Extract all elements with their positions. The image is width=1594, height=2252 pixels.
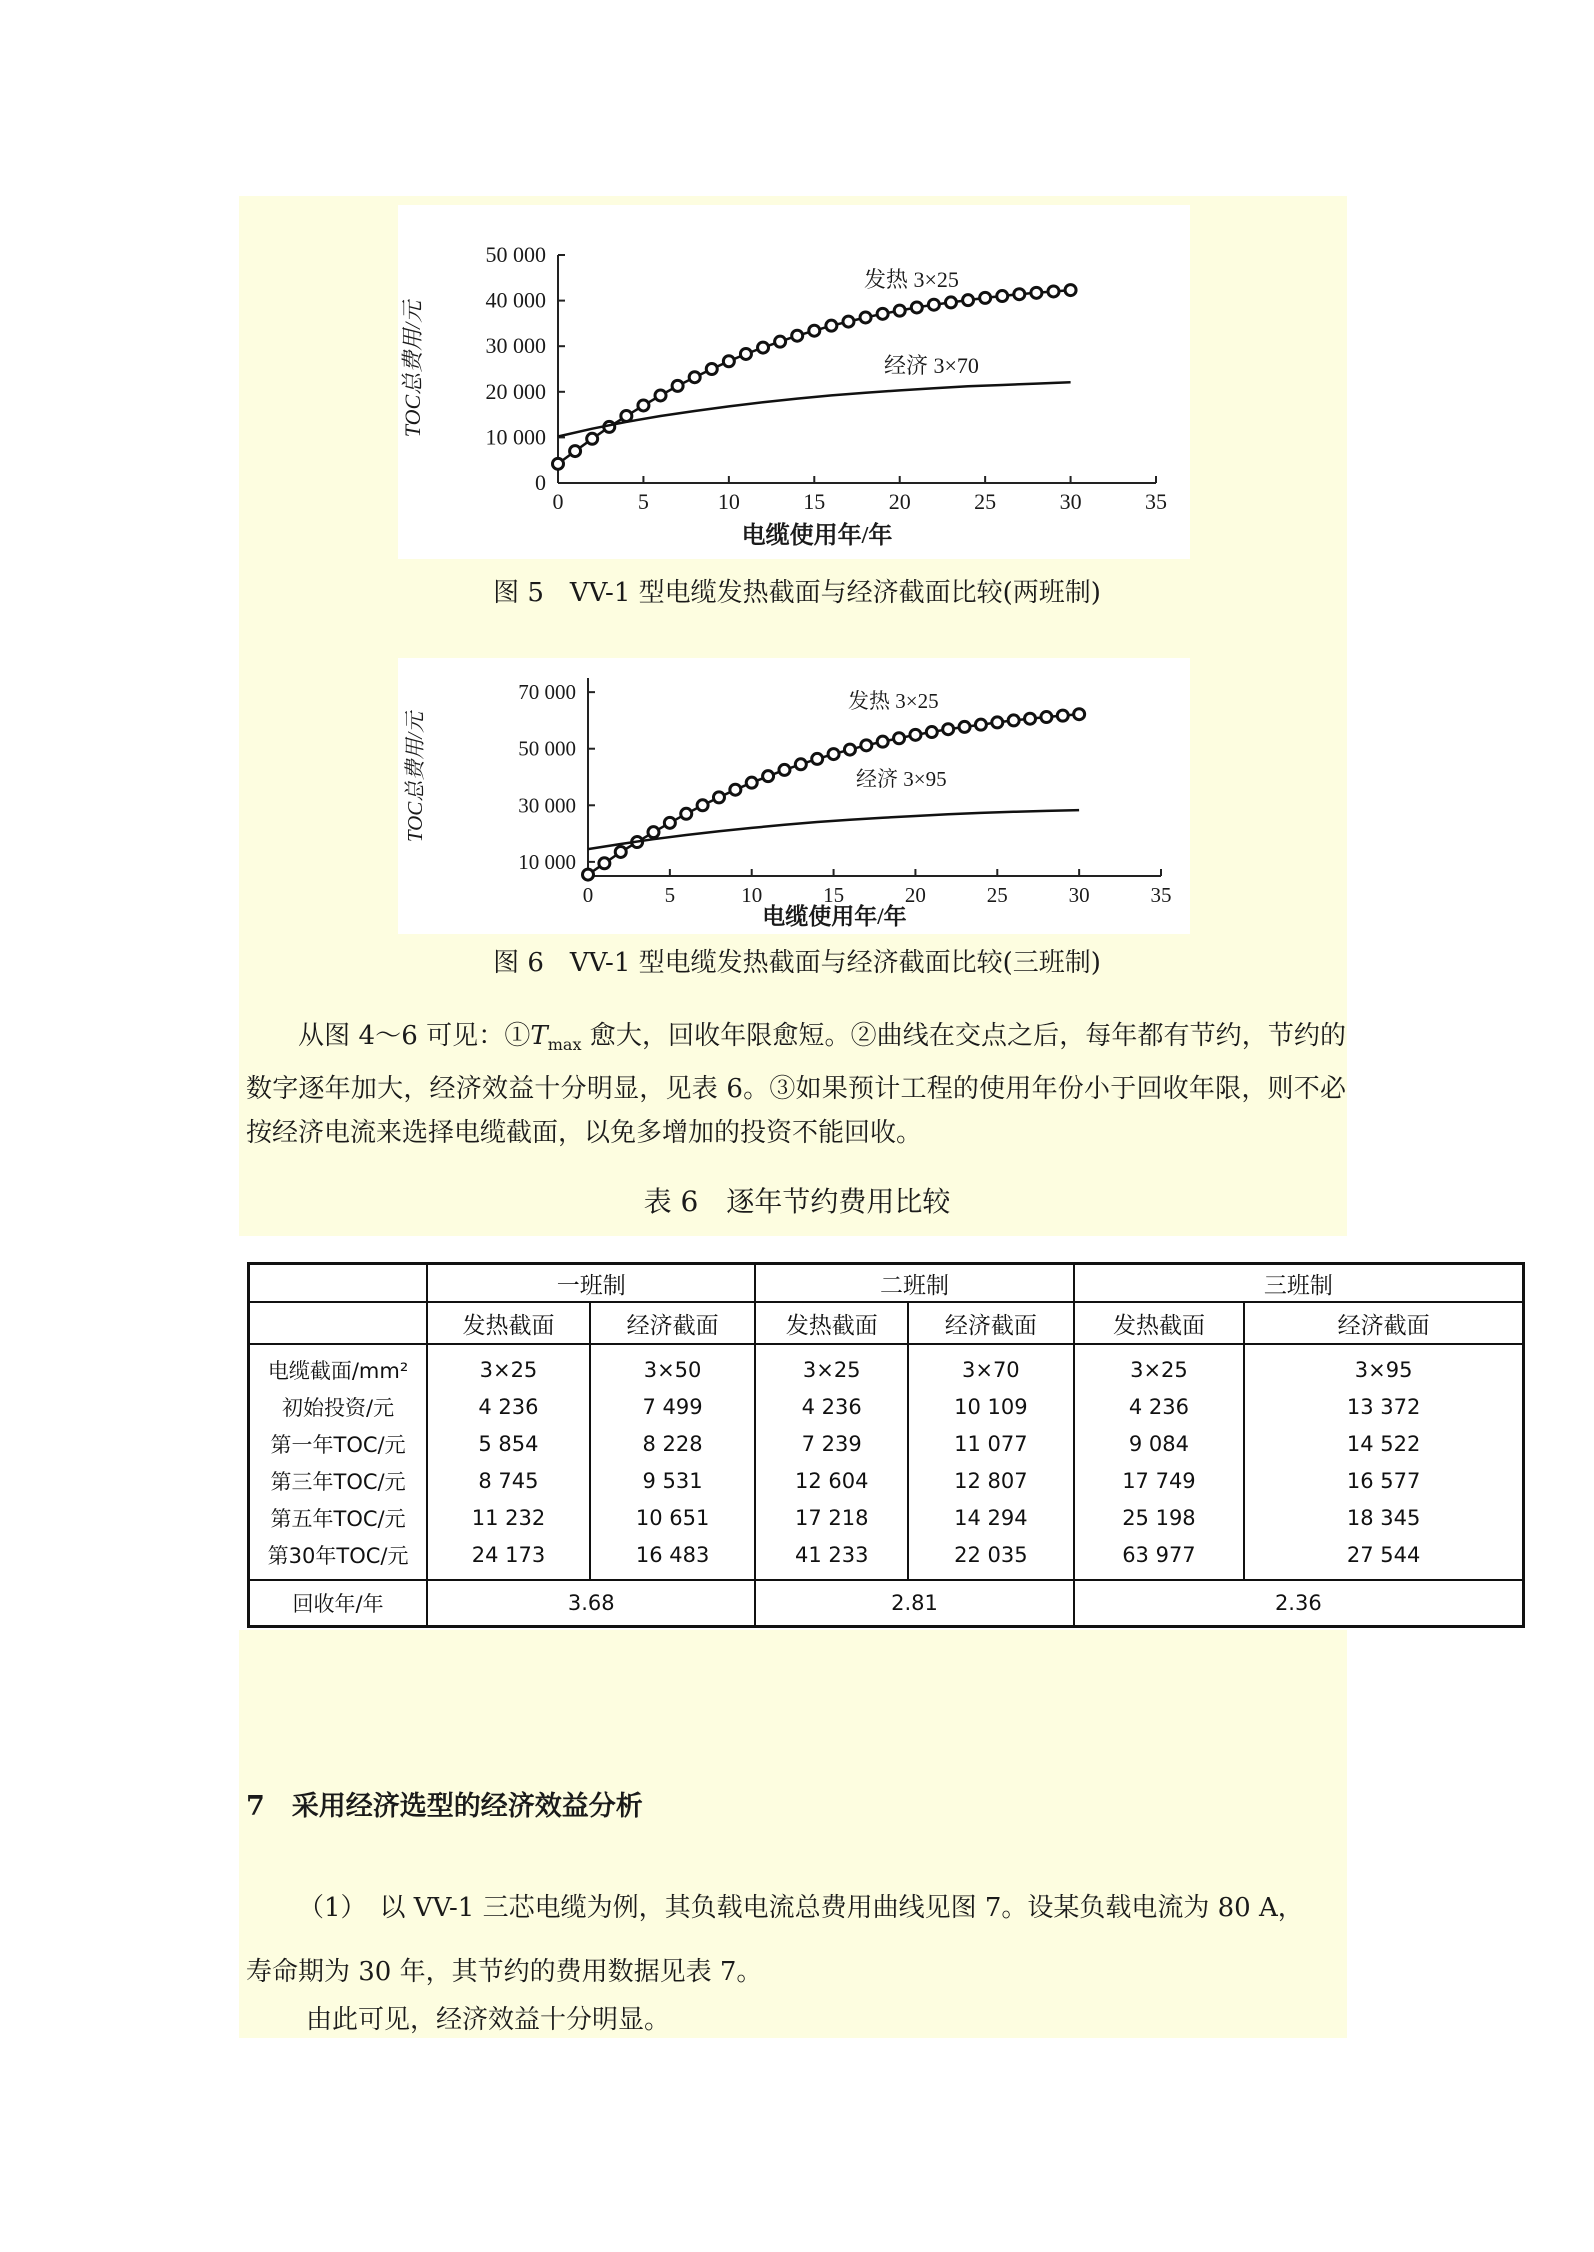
data-point bbox=[928, 299, 939, 310]
figure-6-svg bbox=[398, 658, 1190, 934]
payback-value: 3.68 bbox=[427, 1580, 755, 1627]
table-corner-cell bbox=[249, 1302, 428, 1344]
x-tick-label: 30 bbox=[1068, 883, 1090, 907]
data-point bbox=[689, 372, 700, 383]
data-point bbox=[945, 297, 956, 308]
table-cell: 27 544 bbox=[1244, 1536, 1523, 1580]
data-point bbox=[860, 312, 871, 323]
table-cell: 4 236 bbox=[1074, 1388, 1245, 1425]
data-point bbox=[1065, 285, 1076, 296]
series-label: 经济 3×95 bbox=[856, 767, 947, 791]
table-cell: 17 749 bbox=[1074, 1462, 1245, 1499]
x-tick-label: 20 bbox=[904, 883, 926, 907]
data-point bbox=[943, 724, 954, 735]
row-label: 第30年TOC/元 bbox=[249, 1536, 428, 1580]
table-row bbox=[249, 1344, 1524, 1388]
table-cell: 17 218 bbox=[755, 1499, 908, 1536]
data-point bbox=[812, 753, 823, 764]
data-point bbox=[1074, 709, 1085, 720]
data-point bbox=[779, 764, 790, 775]
x-tick-label: 25 bbox=[974, 489, 997, 514]
subheader-cell: 发热截面 bbox=[1074, 1302, 1245, 1344]
table-6-title: 表 6 逐年节约费用比较 bbox=[643, 1185, 951, 1218]
data-point bbox=[1014, 289, 1025, 300]
table-cell: 8 745 bbox=[427, 1462, 590, 1499]
data-point bbox=[621, 410, 632, 421]
data-point bbox=[861, 740, 872, 751]
table-row bbox=[249, 1388, 1524, 1425]
table-cell: 8 228 bbox=[590, 1425, 756, 1462]
row-label: 第一年TOC/元 bbox=[249, 1425, 428, 1462]
figure-5-svg bbox=[398, 205, 1190, 559]
table-cell: 14 522 bbox=[1244, 1425, 1523, 1462]
data-point bbox=[795, 759, 806, 770]
x-tick-label: 15 bbox=[823, 883, 845, 907]
section-7-line-2: 寿命期为 30 年，其节约的费用数据见表 7。 bbox=[246, 1957, 763, 1987]
data-point bbox=[843, 316, 854, 327]
table-cell: 25 198 bbox=[1074, 1499, 1245, 1536]
data-point bbox=[975, 719, 986, 730]
data-point bbox=[1031, 287, 1042, 298]
y-axis-label: TOC总费用/元 bbox=[400, 300, 425, 438]
data-point bbox=[844, 744, 855, 755]
x-tick-label: 5 bbox=[637, 489, 649, 514]
table-cell: 3×70 bbox=[908, 1344, 1074, 1388]
x-tick-label: 0 bbox=[552, 489, 564, 514]
footer-label: 回收年/年 bbox=[249, 1580, 428, 1627]
group-header: 三班制 bbox=[1074, 1264, 1524, 1303]
row-label: 电缆截面/mm² bbox=[249, 1344, 428, 1388]
x-axis-label: 电缆使用年/年 bbox=[741, 523, 893, 549]
table-group-header-row bbox=[249, 1264, 1524, 1303]
table-cell: 12 604 bbox=[755, 1462, 908, 1499]
table-subheader-row bbox=[249, 1302, 1524, 1344]
data-point bbox=[681, 808, 692, 819]
data-point bbox=[599, 858, 610, 869]
series-line-1 bbox=[588, 810, 1079, 849]
data-point bbox=[992, 717, 1003, 728]
data-point bbox=[826, 320, 837, 331]
figure-5-caption: 图 5 VV-1 型电缆发热截面与经济截面比较(两班制) bbox=[493, 578, 1101, 608]
data-point bbox=[740, 348, 751, 359]
paragraph-variable: T bbox=[530, 1021, 548, 1051]
paragraph-text-start: 从图 4～6 可见：① bbox=[298, 1021, 531, 1051]
series-line-0 bbox=[558, 290, 1071, 464]
data-point bbox=[980, 292, 991, 303]
data-point bbox=[638, 400, 649, 411]
y-tick-label: 50 000 bbox=[518, 736, 576, 761]
table-row bbox=[249, 1462, 1524, 1499]
figure-6-chart bbox=[398, 658, 1190, 934]
series-label: 经济 3×70 bbox=[884, 353, 979, 378]
y-tick-label: 10 000 bbox=[485, 424, 546, 450]
x-tick-label: 20 bbox=[888, 489, 911, 514]
table-cell: 9 531 bbox=[590, 1462, 756, 1499]
paragraph-subscript: max bbox=[547, 1035, 582, 1055]
subheader-cell: 发热截面 bbox=[755, 1302, 908, 1344]
y-tick-label: 40 000 bbox=[485, 287, 546, 313]
table-cell: 24 173 bbox=[427, 1536, 590, 1580]
table-cell: 16 577 bbox=[1244, 1462, 1523, 1499]
table-cell: 7 499 bbox=[590, 1388, 756, 1425]
table-cell: 16 483 bbox=[590, 1536, 756, 1580]
x-tick-label: 10 bbox=[741, 883, 763, 907]
table-cell: 3×95 bbox=[1244, 1344, 1523, 1388]
subheader-cell: 经济截面 bbox=[590, 1302, 756, 1344]
table-row bbox=[249, 1425, 1524, 1462]
x-tick-label: 0 bbox=[582, 883, 594, 907]
data-point bbox=[615, 846, 626, 857]
group-header: 二班制 bbox=[755, 1264, 1073, 1303]
group-header: 一班制 bbox=[427, 1264, 755, 1303]
table-cell: 41 233 bbox=[755, 1536, 908, 1580]
series-line-0 bbox=[588, 714, 1079, 874]
data-point bbox=[910, 729, 921, 740]
data-point bbox=[713, 792, 724, 803]
data-point bbox=[1025, 713, 1036, 724]
table-cell: 10 651 bbox=[590, 1499, 756, 1536]
table-cell: 13 372 bbox=[1244, 1388, 1523, 1425]
section-7-line-3: 由此可见，经济效益十分明显。 bbox=[306, 2005, 671, 2035]
y-tick-label: 30 000 bbox=[485, 333, 546, 359]
table-row bbox=[249, 1499, 1524, 1536]
data-point bbox=[877, 308, 888, 319]
table-cell: 3×25 bbox=[1074, 1344, 1245, 1388]
y-tick-label: 20 000 bbox=[485, 378, 546, 404]
data-point bbox=[730, 784, 741, 795]
table-6 bbox=[247, 1262, 1525, 1628]
table-cell: 63 977 bbox=[1074, 1536, 1245, 1580]
y-tick-label: 70 000 bbox=[518, 680, 576, 705]
data-point bbox=[706, 364, 717, 375]
table-cell: 12 807 bbox=[908, 1462, 1074, 1499]
y-tick-label: 30 000 bbox=[518, 793, 576, 818]
data-point bbox=[587, 433, 598, 444]
data-point bbox=[1057, 710, 1068, 721]
data-point bbox=[775, 336, 786, 347]
y-axis-label: TOC总费用/元 bbox=[403, 711, 427, 843]
x-tick-label: 30 bbox=[1059, 489, 1082, 514]
data-point bbox=[553, 458, 564, 469]
data-point bbox=[959, 721, 970, 732]
data-point bbox=[672, 380, 683, 391]
data-point bbox=[828, 749, 839, 760]
data-point bbox=[697, 800, 708, 811]
x-tick-label: 5 bbox=[664, 883, 676, 907]
body-paragraph bbox=[246, 1014, 1346, 1155]
table-cell: 5 854 bbox=[427, 1425, 590, 1462]
subheader-cell: 经济截面 bbox=[1244, 1302, 1523, 1344]
series-label: 发热 3×25 bbox=[864, 267, 959, 292]
figure-6-caption: 图 6 VV-1 型电缆发热截面与经济截面比较(三班制) bbox=[493, 948, 1101, 978]
table-cell: 14 294 bbox=[908, 1499, 1074, 1536]
table-cell: 11 077 bbox=[908, 1425, 1074, 1462]
table-cell: 4 236 bbox=[755, 1388, 908, 1425]
data-point bbox=[664, 817, 675, 828]
row-label: 第三年TOC/元 bbox=[249, 1462, 428, 1499]
data-point bbox=[792, 330, 803, 341]
paragraph-text-end: 愈大，回收年限愈短。②曲线在交点之后，每年都有节约，节约的数字逐年加大，经济效益十分明显，见表 6。③如果预计工程的使用年份小于回收年限，则不必按经济电流来选择电缆截面，以免多增加的投资不能回收。 bbox=[246, 1021, 1346, 1149]
payback-value: 2.81 bbox=[755, 1580, 1073, 1627]
section-7-line-1: （1） 以 VV-1 三芯电缆为例，其负载电流总费用曲线见图 7。设某负载电流为 80 A， bbox=[298, 1893, 1304, 1923]
section-7-heading: 7 采用经济选型的经济效益分析 bbox=[246, 1791, 643, 1822]
table-cell: 11 232 bbox=[427, 1499, 590, 1536]
data-point bbox=[1041, 712, 1052, 723]
table-cell: 22 035 bbox=[908, 1536, 1074, 1580]
data-point bbox=[911, 302, 922, 313]
subheader-cell: 经济截面 bbox=[908, 1302, 1074, 1344]
data-point bbox=[894, 733, 905, 744]
y-tick-label: 50 000 bbox=[485, 242, 546, 267]
data-point bbox=[655, 390, 666, 401]
data-point bbox=[877, 736, 888, 747]
table-cell: 3×50 bbox=[590, 1344, 756, 1388]
table-corner-cell bbox=[249, 1264, 428, 1303]
x-axis-label: 电缆使用年/年 bbox=[762, 904, 907, 929]
data-point bbox=[763, 771, 774, 782]
x-tick-label: 25 bbox=[986, 883, 1008, 907]
table-cell: 7 239 bbox=[755, 1425, 908, 1462]
data-point bbox=[583, 869, 594, 880]
data-point bbox=[746, 777, 757, 788]
y-tick-label: 0 bbox=[535, 470, 546, 495]
x-tick-label: 10 bbox=[717, 489, 740, 514]
data-point bbox=[1008, 715, 1019, 726]
table-cell: 4 236 bbox=[427, 1388, 590, 1425]
data-point bbox=[997, 291, 1008, 302]
row-label: 第五年TOC/元 bbox=[249, 1499, 428, 1536]
subheader-cell: 发热截面 bbox=[427, 1302, 590, 1344]
table-cell: 18 345 bbox=[1244, 1499, 1523, 1536]
data-point bbox=[758, 342, 769, 353]
table-footer-row bbox=[249, 1580, 1524, 1627]
data-point bbox=[570, 446, 581, 457]
x-tick-label: 35 bbox=[1150, 883, 1172, 907]
data-point bbox=[723, 356, 734, 367]
table-cell: 9 084 bbox=[1074, 1425, 1245, 1462]
series-label: 发热 3×25 bbox=[848, 689, 939, 713]
row-label: 初始投资/元 bbox=[249, 1388, 428, 1425]
data-point bbox=[926, 727, 937, 738]
table-cell: 3×25 bbox=[755, 1344, 908, 1388]
data-point bbox=[809, 325, 820, 336]
x-tick-label: 35 bbox=[1145, 489, 1167, 514]
y-tick-label: 10 000 bbox=[518, 849, 576, 874]
payback-value: 2.36 bbox=[1074, 1580, 1524, 1627]
table-cell: 10 109 bbox=[908, 1388, 1074, 1425]
figure-5-chart bbox=[398, 205, 1190, 559]
data-point bbox=[894, 305, 905, 316]
data-point bbox=[648, 827, 659, 838]
data-point bbox=[1048, 286, 1059, 297]
x-tick-label: 15 bbox=[803, 489, 826, 514]
data-point bbox=[963, 295, 974, 306]
table-cell: 3×25 bbox=[427, 1344, 590, 1388]
table-row bbox=[249, 1536, 1524, 1580]
